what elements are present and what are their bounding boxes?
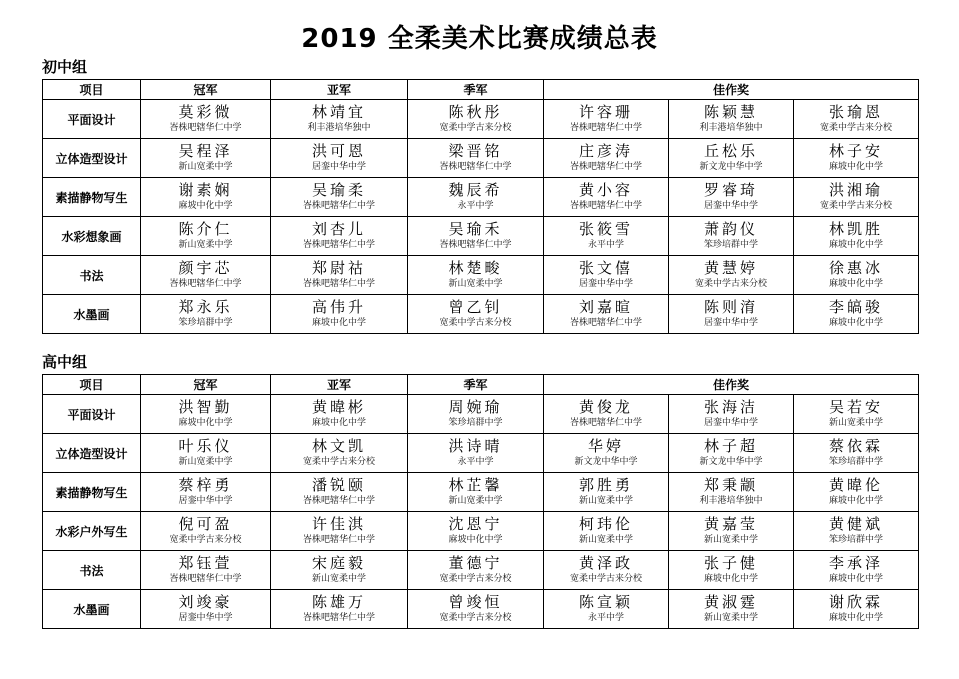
winner-cell [141,100,271,139]
winner-school: 宽柔中学古来分校 [439,123,512,133]
winner-name: 陈宣颖 [578,593,633,611]
winner-name: 郑永乐 [178,298,233,316]
winner-school: 峇株吧辖华仁中学 [569,418,642,428]
winner-school: 峇株吧辖华仁中学 [439,240,512,250]
winner-name: 洪可恩 [311,142,366,160]
winner-name: 洪诗晴 [448,437,503,455]
winner-school: 麻坡中化中学 [448,535,503,545]
winner-name: 张文僖 [578,259,633,277]
winner-cell [408,217,544,256]
winner-school: 峇株吧辖华仁中学 [302,240,375,250]
winner-school: 笨珍培群中学 [829,457,884,467]
winner-cell [141,512,271,551]
table-row [43,551,919,590]
winner-school: 峇株吧辖华仁中学 [569,318,642,328]
winner-school: 新山宽柔中学 [703,535,758,545]
winner-school: 新山宽柔中学 [178,162,233,172]
winner-cell [669,100,794,139]
winner-cell [408,512,544,551]
winner-name: 谢欣霖 [829,593,884,611]
winner-school: 麻坡中化中学 [311,318,366,328]
winner-cell [141,434,271,473]
winner-name: 曾竣恒 [448,593,503,611]
winner-name: 黄俊龙 [578,398,633,416]
project-cell: 书法 [43,551,141,590]
winner-name: 董德宁 [448,554,503,572]
winner-name: 吴若安 [829,398,884,416]
winner-school: 宽柔中学古来分校 [439,613,512,623]
winner-cell [794,295,919,334]
winner-cell [408,395,544,434]
winner-school: 居銮中华中学 [311,162,366,172]
winner-cell [271,217,408,256]
winner-cell [408,139,544,178]
header-project: 项目 [43,375,141,395]
winner-cell [408,434,544,473]
winner-cell [271,178,408,217]
winner-school: 利丰港培华独中 [307,123,371,133]
winner-school: 宽柔中学古来分校 [694,279,767,289]
winner-school: 居銮中华中学 [178,496,233,506]
winner-name: 谢素娴 [178,181,233,199]
winner-school: 峇株吧辖华仁中学 [569,123,642,133]
table-row [43,178,919,217]
header-merit: 佳作奖 [544,375,919,395]
winner-name: 张子健 [703,554,758,572]
project-cell: 水墨画 [43,590,141,629]
table-row [43,295,919,334]
header-runner-up: 亚军 [271,375,408,395]
winner-cell [669,256,794,295]
winner-name: 沈恩宁 [448,515,503,533]
winner-school: 居銮中华中学 [578,279,633,289]
project-cell: 书法 [43,256,141,295]
project-cell: 立体造型设计 [43,139,141,178]
winner-school: 峇株吧辖华仁中学 [569,162,642,172]
winner-school: 麻坡中化中学 [829,318,884,328]
group-title-junior: 初中组 [42,58,88,76]
winner-name: 叶乐仪 [178,437,233,455]
winner-school: 新山宽柔中学 [703,613,758,623]
winner-name: 陈雄万 [311,593,366,611]
header-merit: 佳作奖 [544,80,919,100]
winner-cell [408,590,544,629]
winner-school: 新山宽柔中学 [311,574,366,584]
winner-school: 永平中学 [587,240,624,250]
winner-school: 笨珍培群中学 [829,535,884,545]
winner-school: 永平中学 [457,457,494,467]
winner-school: 峇株吧辖华仁中学 [439,162,512,172]
winner-name: 黄淑霆 [703,593,758,611]
winner-school: 笨珍培群中学 [703,240,758,250]
winner-cell [408,473,544,512]
winner-cell [141,139,271,178]
winner-school: 麻坡中化中学 [829,162,884,172]
header-third: 季军 [408,375,544,395]
winner-name: 李皜骏 [829,298,884,316]
winner-name: 陈颖慧 [703,103,758,121]
winner-name: 林靖宜 [311,103,366,121]
winner-name: 洪湘瑜 [829,181,884,199]
winner-name: 吴瑜禾 [448,220,503,238]
winner-school: 新文龙中华中学 [574,457,638,467]
winner-cell [141,217,271,256]
winner-name: 莫彩微 [178,103,233,121]
winner-name: 刘嘉暄 [578,298,633,316]
winner-cell [271,512,408,551]
winner-cell [544,473,669,512]
winner-cell [544,178,669,217]
winner-school: 峇株吧辖华仁中学 [302,535,375,545]
winner-school: 峇株吧辖华仁中学 [169,574,242,584]
winner-cell [794,512,919,551]
winner-school: 宽柔中学古来分校 [169,535,242,545]
winner-cell [271,295,408,334]
winner-cell [669,217,794,256]
winner-name: 陈则淯 [703,298,758,316]
winner-school: 新山宽柔中学 [178,240,233,250]
results-table-senior [42,374,919,629]
winner-school: 笨珍培群中学 [178,318,233,328]
winner-name: 张筱雪 [578,220,633,238]
winner-school: 宽柔中学古来分校 [302,457,375,467]
table-row [43,139,919,178]
winner-name: 张海洁 [703,398,758,416]
winner-cell [794,139,919,178]
winner-cell [669,590,794,629]
winner-name: 周婉瑜 [448,398,503,416]
winner-name: 潘锐颐 [311,476,366,494]
winner-name: 林凯胜 [829,220,884,238]
winner-name: 萧韵仪 [703,220,758,238]
table-row [43,395,919,434]
winner-cell [408,551,544,590]
winner-school: 麻坡中化中学 [311,418,366,428]
winner-school: 居銮中华中学 [703,318,758,328]
winner-school: 宽柔中学古来分校 [820,123,893,133]
winner-cell [544,100,669,139]
winner-school: 利丰港培华独中 [699,123,763,133]
winner-cell [408,295,544,334]
group-title-senior: 高中组 [42,353,88,371]
table-row [43,217,919,256]
winner-cell [141,590,271,629]
winner-name: 郭胜勇 [578,476,633,494]
winner-cell [544,256,669,295]
winner-cell [141,473,271,512]
winner-cell [544,434,669,473]
table-row [43,100,919,139]
winner-cell [141,256,271,295]
winner-cell [271,100,408,139]
winner-school: 麻坡中化中学 [178,418,233,428]
winner-name: 丘松乐 [703,142,758,160]
table-header-row [43,375,919,395]
winner-name: 李承泽 [829,554,884,572]
winner-cell [794,100,919,139]
winner-cell [794,395,919,434]
winner-cell [408,178,544,217]
winner-school: 宽柔中学古来分校 [439,574,512,584]
winner-cell [141,551,271,590]
winner-school: 宽柔中学古来分校 [569,574,642,584]
winner-school: 利丰港培华独中 [699,496,763,506]
winner-name: 曾乙钊 [448,298,503,316]
winner-name: 林芷馨 [448,476,503,494]
winner-school: 峇株吧辖华仁中学 [169,123,242,133]
winner-name: 吴程泽 [178,142,233,160]
winner-name: 宋庭毅 [311,554,366,572]
header-champion: 冠军 [141,375,271,395]
winner-cell [794,256,919,295]
winner-cell [544,590,669,629]
winner-school: 宽柔中学古来分校 [439,318,512,328]
winner-name: 林楚畯 [448,259,503,277]
winner-name: 张瑜恩 [829,103,884,121]
winner-school: 居銮中华中学 [703,418,758,428]
winner-school: 峇株吧辖华仁中学 [302,496,375,506]
winner-name: 罗睿琦 [703,181,758,199]
winner-name: 许佳淇 [311,515,366,533]
project-cell: 水墨画 [43,295,141,334]
winner-name: 梁晋铭 [448,142,503,160]
winner-name: 陈秋彤 [448,103,503,121]
winner-cell [794,217,919,256]
winner-cell [271,434,408,473]
table-row [43,256,919,295]
winner-school: 笨珍培群中学 [448,418,503,428]
winner-school: 新文龙中华中学 [699,162,763,172]
winner-name: 蔡依霖 [829,437,884,455]
winner-school: 麻坡中化中学 [178,201,233,211]
winner-cell [271,395,408,434]
winner-school: 麻坡中化中学 [829,613,884,623]
project-cell: 平面设计 [43,395,141,434]
winner-name: 华婷 [587,437,624,455]
winner-cell [544,551,669,590]
winner-cell [544,395,669,434]
winner-school: 永平中学 [457,201,494,211]
winner-name: 黄暐彬 [311,398,366,416]
winner-cell [669,512,794,551]
header-third: 季军 [408,80,544,100]
winner-school: 麻坡中化中学 [829,496,884,506]
winner-school: 新山宽柔中学 [829,418,884,428]
winner-name: 黄暐伦 [829,476,884,494]
winner-name: 洪智勤 [178,398,233,416]
winner-name: 许容珊 [578,103,633,121]
winner-name: 郑钰萱 [178,554,233,572]
table-row [43,473,919,512]
winner-name: 蔡梓勇 [178,476,233,494]
winner-school: 峇株吧辖华仁中学 [302,279,375,289]
winner-name: 庄彦涛 [578,142,633,160]
results-table-junior [42,79,919,334]
winner-cell [794,590,919,629]
winner-name: 魏辰希 [448,181,503,199]
project-cell: 水彩想象画 [43,217,141,256]
winner-cell [794,551,919,590]
table-header-row [43,80,919,100]
header-project: 项目 [43,80,141,100]
winner-school: 麻坡中化中学 [703,574,758,584]
header-champion: 冠军 [141,80,271,100]
project-cell: 素描静物写生 [43,178,141,217]
winner-cell [408,256,544,295]
winner-cell [794,434,919,473]
page-title: 2019 全柔美术比赛成绩总表 [301,24,658,54]
project-cell: 立体造型设计 [43,434,141,473]
winner-school: 麻坡中化中学 [829,240,884,250]
project-cell: 平面设计 [43,100,141,139]
winner-school: 峇株吧辖华仁中学 [302,613,375,623]
winner-cell [794,473,919,512]
table-row [43,434,919,473]
winner-cell [141,295,271,334]
winner-school: 新山宽柔中学 [578,535,633,545]
project-cell: 素描静物写生 [43,473,141,512]
winner-name: 吴瑜柔 [311,181,366,199]
winner-name: 倪可盈 [178,515,233,533]
winner-cell [271,256,408,295]
winner-name: 郑秉颛 [703,476,758,494]
winner-cell [271,139,408,178]
winner-name: 黄健斌 [829,515,884,533]
winner-name: 刘竣豪 [178,593,233,611]
winner-cell [669,473,794,512]
winner-name: 黄慧婷 [703,259,758,277]
winner-school: 居銮中华中学 [703,201,758,211]
winner-school: 峇株吧辖华仁中学 [569,201,642,211]
winner-cell [669,551,794,590]
winner-cell [794,178,919,217]
winner-school: 峇株吧辖华仁中学 [302,201,375,211]
winner-cell [669,178,794,217]
winner-school: 新文龙中华中学 [699,457,763,467]
winner-name: 高伟升 [311,298,366,316]
winner-name: 林子超 [703,437,758,455]
winner-cell [669,395,794,434]
winner-name: 刘杏儿 [311,220,366,238]
winner-name: 黄嘉莹 [703,515,758,533]
winner-school: 宽柔中学古来分校 [820,201,893,211]
winner-school: 新山宽柔中学 [578,496,633,506]
winner-name: 黄泽政 [578,554,633,572]
winner-name: 郑尉祜 [311,259,366,277]
winner-cell [544,217,669,256]
winner-cell [141,395,271,434]
winner-school: 新山宽柔中学 [448,496,503,506]
winner-cell [669,295,794,334]
winner-name: 徐惠冰 [829,259,884,277]
winner-name: 林文凯 [311,437,366,455]
winner-cell [544,295,669,334]
winner-cell [271,551,408,590]
winner-name: 林子安 [829,142,884,160]
winner-cell [141,178,271,217]
winner-school: 峇株吧辖华仁中学 [169,279,242,289]
winner-school: 麻坡中化中学 [829,574,884,584]
winner-school: 永平中学 [587,613,624,623]
winner-cell [669,434,794,473]
table-row [43,590,919,629]
winner-school: 麻坡中化中学 [829,279,884,289]
winner-name: 陈介仁 [178,220,233,238]
winner-cell [271,590,408,629]
winner-school: 新山宽柔中学 [178,457,233,467]
header-runner-up: 亚军 [271,80,408,100]
winner-name: 柯玮伦 [578,515,633,533]
winner-cell [408,100,544,139]
winner-school: 新山宽柔中学 [448,279,503,289]
winner-cell [669,139,794,178]
winner-cell [544,139,669,178]
winner-name: 黄小容 [578,181,633,199]
winner-cell [544,512,669,551]
winner-school: 居銮中华中学 [178,613,233,623]
winner-cell [271,473,408,512]
project-cell: 水彩户外写生 [43,512,141,551]
winner-name: 颜宇芯 [178,259,233,277]
table-row [43,512,919,551]
